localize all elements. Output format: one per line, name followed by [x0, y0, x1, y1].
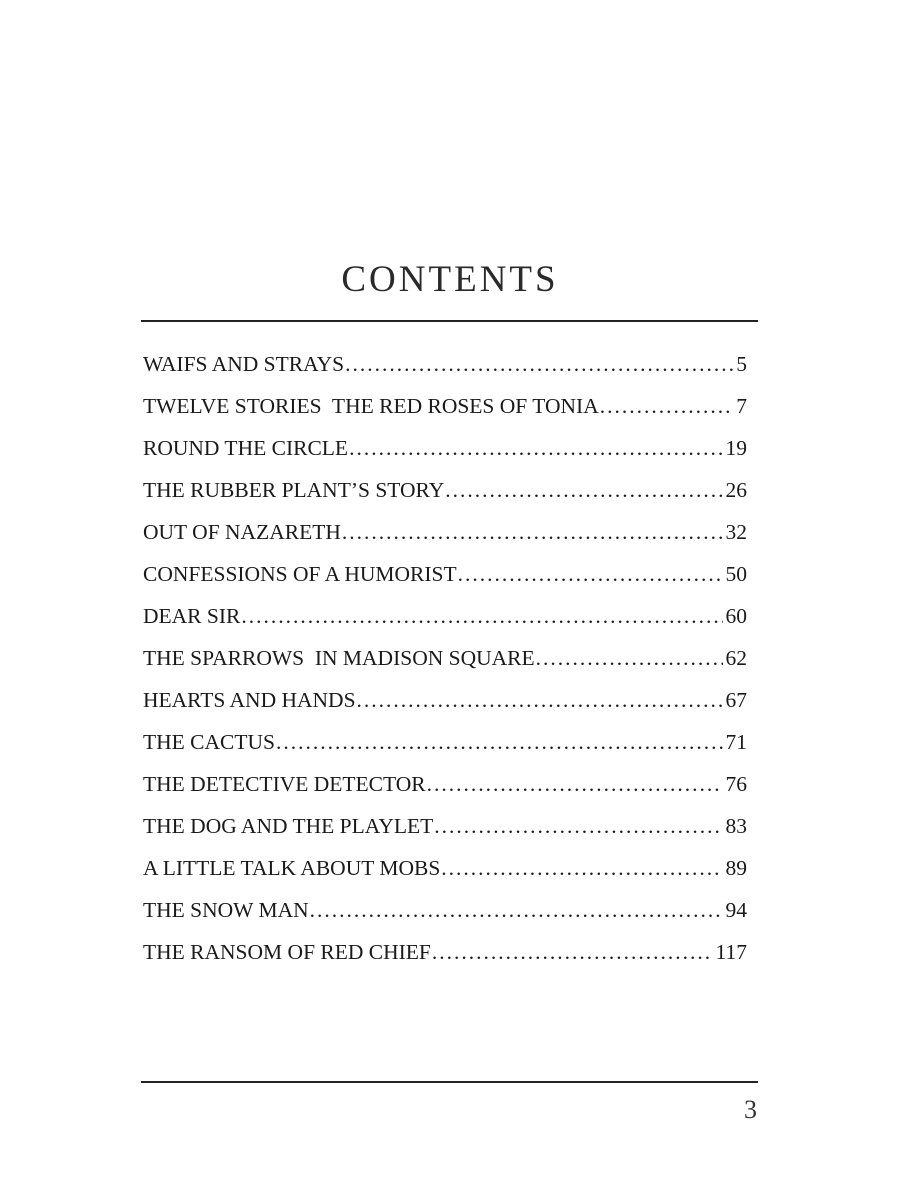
toc-entry[interactable] — [143, 931, 747, 973]
toc-entry[interactable] — [143, 427, 747, 469]
toc-entry-title: TWELVE STORIES THE RED ROSES OF TONIA — [143, 394, 599, 418]
dot-leader — [432, 931, 713, 973]
toc-entry-title: CONFESSIONS OF A HUMORIST — [143, 562, 457, 586]
toc-entry[interactable] — [143, 469, 747, 511]
toc-entry[interactable] — [143, 679, 747, 721]
dot-leader — [241, 595, 722, 637]
toc-entry-page: 62 — [725, 646, 747, 670]
toc-entry-page: 19 — [725, 436, 747, 460]
page-number: 3 — [744, 1095, 757, 1124]
toc-entry[interactable] — [143, 847, 747, 889]
dot-leader — [445, 469, 722, 511]
dot-leader — [536, 637, 723, 679]
toc-entry[interactable] — [143, 511, 747, 553]
toc-entry[interactable] — [143, 385, 747, 427]
dot-leader — [342, 511, 723, 553]
dot-leader — [434, 805, 722, 847]
toc-entry-page: 71 — [725, 730, 747, 754]
toc-entry-page: 50 — [725, 562, 747, 586]
toc-entry-title: THE SPARROWS IN MADISON SQUARE — [143, 646, 535, 670]
toc-entry[interactable] — [143, 889, 747, 931]
dot-leader — [441, 847, 722, 889]
toc-entry-page: 26 — [725, 478, 747, 502]
toc-entry-title: THE SNOW MAN — [143, 898, 309, 922]
toc-entry-title: THE DOG AND THE PLAYLET — [143, 814, 434, 838]
toc-entry[interactable] — [143, 763, 747, 805]
toc-entry-title: THE CACTUS — [143, 730, 275, 754]
dot-leader — [345, 343, 733, 385]
toc-entry-page: 60 — [725, 604, 747, 628]
dot-leader — [427, 763, 723, 805]
toc-entry-title: WAIFS AND STRAYS — [143, 352, 345, 376]
toc-entry-title: THE RANSOM OF RED CHIEF — [143, 940, 431, 964]
page-title: CONTENTS — [341, 259, 559, 300]
dot-leader — [310, 889, 723, 931]
toc-entry-title: OUT OF NAZARETH — [143, 520, 341, 544]
toc-entry-page: 32 — [725, 520, 747, 544]
dot-leader — [458, 553, 723, 595]
toc-entry[interactable] — [143, 637, 747, 679]
toc-entry[interactable] — [143, 595, 747, 637]
top-divider — [141, 320, 758, 322]
toc-entry[interactable] — [143, 805, 747, 847]
dot-leader — [276, 721, 723, 763]
toc-entry-page: 89 — [725, 856, 747, 880]
toc-entry-page: 67 — [725, 688, 747, 712]
toc-entry-page: 117 — [715, 940, 747, 964]
toc-entry-title: THE RUBBER PLANT’S STORY — [143, 478, 445, 502]
toc-entry-title: DEAR SIR — [143, 604, 241, 628]
toc-entry-page: 7 — [736, 394, 747, 418]
toc-entry-title: HEARTS AND HANDS — [143, 688, 356, 712]
dot-leader — [600, 385, 734, 427]
bottom-divider — [141, 1081, 758, 1083]
toc-entry-page: 76 — [725, 772, 747, 796]
toc-entry[interactable] — [143, 721, 747, 763]
toc-entry-page: 94 — [725, 898, 747, 922]
toc-entry-page: 83 — [725, 814, 747, 838]
toc-entry[interactable] — [143, 343, 747, 385]
dot-leader — [357, 679, 723, 721]
toc-entry-page: 5 — [736, 352, 747, 376]
table-of-contents — [143, 343, 747, 973]
toc-entry-title: A LITTLE TALK ABOUT MOBS — [143, 856, 441, 880]
toc-entry[interactable] — [143, 553, 747, 595]
toc-entry-title: THE DETECTIVE DETECTOR — [143, 772, 426, 796]
toc-entry-title: ROUND THE CIRCLE — [143, 436, 349, 460]
dot-leader — [349, 427, 722, 469]
